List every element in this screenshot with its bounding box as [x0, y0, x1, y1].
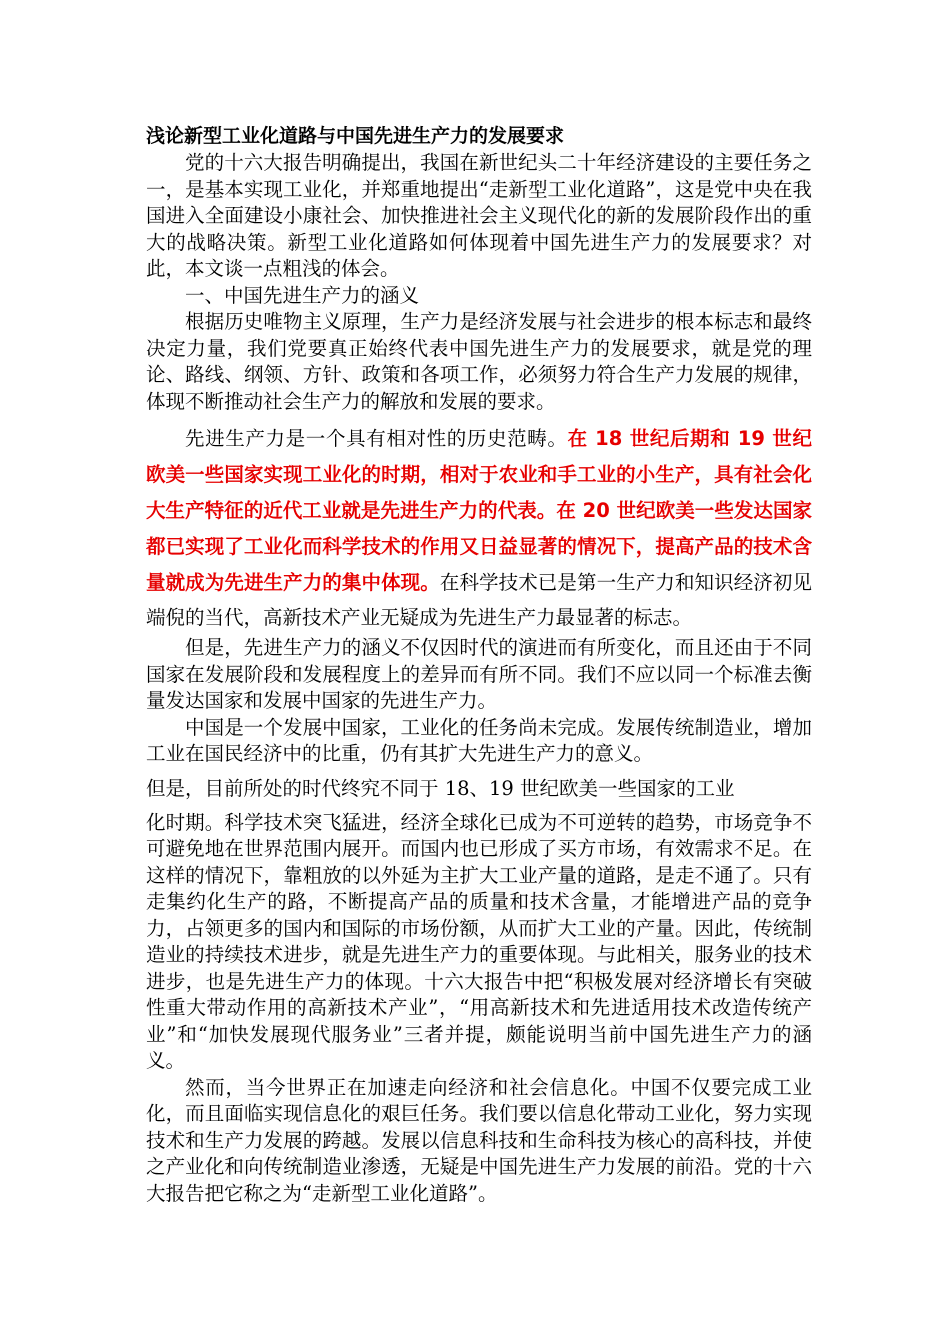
paragraph-lead-text: 先进生产力是一个具有相对性的历史范畴。	[185, 427, 568, 450]
paragraph-tail-text: 在科学技术已是第一生产力和知识经济初见端倪的当代，高新技术产业无疑成为先进生产力最显著的标志。	[146, 571, 812, 629]
paragraph-historical-category	[146, 421, 812, 635]
paragraph-era-lead: 但是，目前所处的时代终究不同于 18、19 世纪欧美一些国家的工业	[146, 776, 735, 800]
paragraph-intro: 党的十六大报告明确提出，我国在新世纪头二十年经济建设的主要任务之一，是基本实现工业化，并郑重地提出“走新型工业化道路”，这是党中央在我国进入全面建设小康社会、加快推进社会主义现代化的新的发展阶段作出的重大的战略决策。新型工业化道路如何体现着中国先进生产力的发展要求？对此，本文谈一点粗浅的体会。	[146, 151, 812, 280]
paragraph-informatization: 然而，当今世界正在加速走向经济和社会信息化。中国不仅要完成工业化，而且面临实现信息化的艰巨任务。我们要以信息化带动工业化，努力实现技术和生产力发展的跨越。发展以信息科技和生命科技为核心的高科技，并使之产业化和向传统制造业渗透，无疑是中国先进生产力发展的前沿。党的十六大报告把它称之为“走新型工业化道路”。	[146, 1075, 812, 1205]
paragraph-era-body: 化时期。科学技术突飞猛进，经济全球化已成为不可逆转的趋势，市场竞争不可避免地在世界范围内展开。而国内也已形成了买方市场，有效需求不足。在这样的情况下，靠粗放的以外延为主扩大工业产量的道路，是走不通了。只有走集约化生产的路，不断提高产品的质量和技术含量，才能增进产品的竞争力，占领更多的国内和国际的市场份额，从而扩大工业的产量。因此，传统制造业的持续技术进步，就是先进生产力的重要体现。与此相关，服务业的技术进步，也是先进生产力的体现。十六大报告中把“积极发展对经济增长有突破性重大带动作用的高新技术产业”，“用高新技术和先进适用技术改造传统产业”和“加快发展现代服务业”三者并提，颇能说明当前中国先进生产力的涵义。	[146, 810, 812, 1072]
document-body	[146, 122, 812, 1207]
highlighted-text: 在 18 世纪后期和 19 世纪欧美一些国家实现工业化的时期，相对于农业和手工业的小生产，具有社会化大生产特征的近代工业就是先进生产力的代表。在 20 世纪欧美一些发达国家都已实现了工业化而科学技术的作用又日益显著的情况下，提高产品的技术含量就成为先进生产力的集中体现。	[146, 427, 812, 594]
paragraph-definition: 根据历史唯物主义原理，生产力是经济发展与社会进步的根本标志和最终决定力量，我们党要真正始终代表中国先进生产力的发展要求，就是党的理论、路线、纲领、方针、政策和各项工作，必须努力符合生产力发展的规律，体现不断推动社会生产力的解放和发展的要求。	[146, 310, 812, 413]
section-heading: 一、中国先进生产力的涵义	[185, 283, 420, 307]
document-title: 浅论新型工业化道路与中国先进生产力的发展要求	[146, 125, 565, 147]
paragraph-differences: 但是，先进生产力的涵义不仅因时代的演进而有所变化，而且还由于不同国家在发展阶段和发展程度上的差异而有所不同。我们不应以同一个标准去衡量发达国家和发展中国家的先进生产力。	[146, 636, 812, 712]
paragraph-developing-country: 中国是一个发展中国家，工业化的任务尚未完成。发展传统制造业，增加工业在国民经济中的比重，仍有其扩大先进生产力的意义。	[146, 715, 812, 765]
